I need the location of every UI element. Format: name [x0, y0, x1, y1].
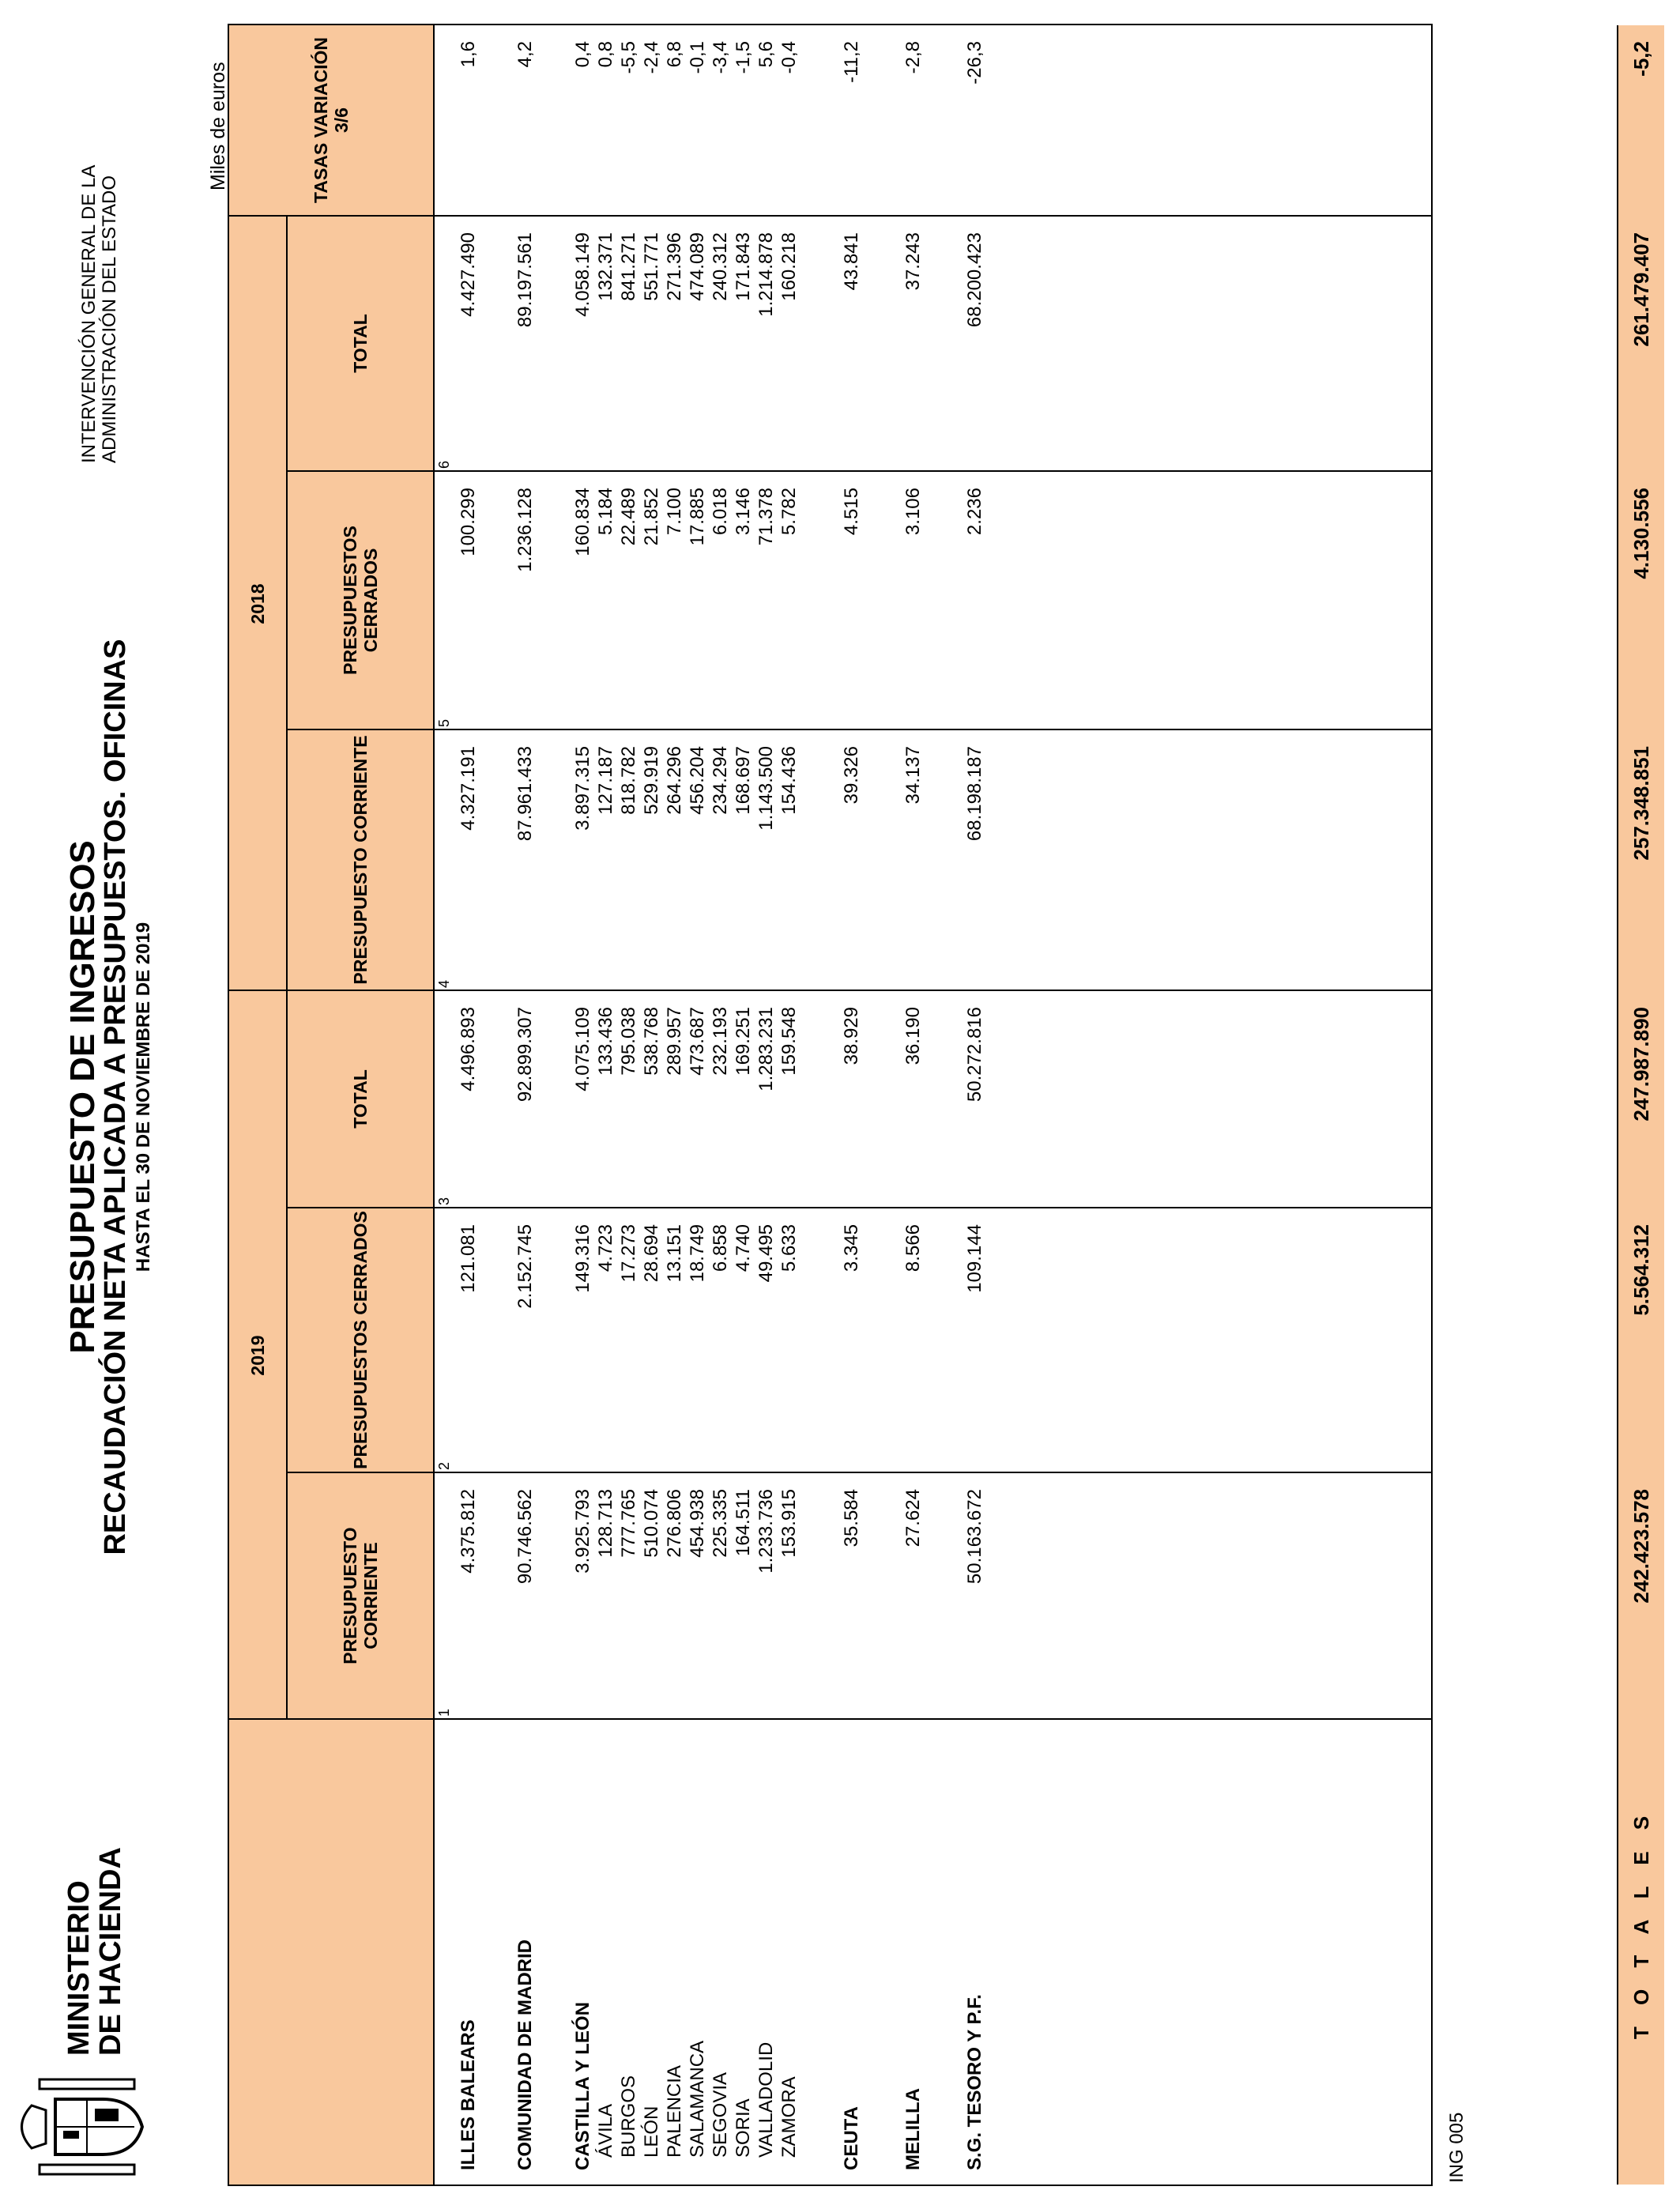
row-value: 2.236 — [964, 488, 985, 536]
total-value: 257.348.851 — [1629, 746, 1653, 861]
row-value: 795.038 — [618, 1007, 639, 1076]
row-value: 36.190 — [902, 1007, 924, 1065]
row-value: 128.713 — [595, 1489, 616, 1558]
row-label: COMUNIDAD DE MADRID — [514, 1940, 536, 2170]
row-value: 6.858 — [710, 1224, 731, 1272]
row-value: 39.326 — [841, 746, 862, 805]
row-value: 164.511 — [733, 1489, 754, 1556]
col-divider-4 — [286, 470, 1432, 472]
row-value: 49.495 — [755, 1224, 777, 1283]
row-value: 473.687 — [687, 1007, 708, 1076]
row-value: 28.694 — [641, 1224, 662, 1283]
row-value: -3,4 — [710, 41, 731, 74]
form-code: ING 005 — [1446, 2112, 1467, 2183]
row-value: 529.919 — [641, 746, 662, 815]
row-value: 1.233.736 — [755, 1489, 777, 1574]
row-value: -5,5 — [618, 41, 639, 74]
row-label: ZAMORA — [778, 2076, 800, 2158]
row-value: 27.624 — [902, 1489, 924, 1547]
row-value: 109.144 — [964, 1224, 985, 1293]
row-label: SALAMANCA — [687, 2040, 708, 2158]
header-year-2018: 2018 — [247, 583, 268, 624]
report-title: PRESUPUESTO DE INGRESOS — [63, 840, 102, 1354]
row-value: 89.197.561 — [514, 232, 536, 328]
report-subtitle: RECAUDACIÓN NETA APLICADA A PRESUPUESTOS. OFICINAS — [99, 639, 132, 1555]
row-value: -2,8 — [902, 41, 924, 74]
row-value: 34.137 — [902, 746, 924, 805]
row-value: 454.938 — [687, 1489, 708, 1558]
row-value: 3.897.315 — [572, 746, 593, 831]
row-value: 474.089 — [687, 232, 708, 301]
row-value: 4.723 — [595, 1224, 616, 1272]
row-value: 232.193 — [710, 1007, 731, 1076]
row-value: 6,8 — [664, 41, 685, 68]
row-value: -2,4 — [641, 41, 662, 74]
row-label: MELILLA — [902, 2088, 924, 2170]
totals-top-rule — [1617, 25, 1618, 2185]
organization-line-1: INTERVENCIÓN GENERAL DE LA — [78, 164, 100, 463]
row-value: 1.214.878 — [755, 232, 777, 317]
units-label: Miles de euros — [207, 62, 229, 190]
row-label: SEGOVIA — [710, 2071, 731, 2158]
organization-name — [79, 165, 120, 463]
row-value: 121.081 — [458, 1224, 479, 1293]
row-value: 149.316 — [572, 1224, 593, 1293]
row-value: 21.852 — [641, 488, 662, 546]
row-value: 71.378 — [755, 488, 777, 546]
row-value: 1.283.231 — [755, 1007, 777, 1091]
row-label: SORIA — [733, 2098, 754, 2158]
header-bottom-rule — [433, 25, 435, 2185]
row-value: 17.273 — [618, 1224, 639, 1283]
row-value: 5,6 — [755, 41, 777, 68]
row-value: 1.143.500 — [755, 746, 777, 831]
header-corriente-2019: PRESUPUESTO CORRIENTE — [340, 1527, 381, 1664]
ministry-line-1: MINISTERIO — [62, 1880, 96, 2056]
row-value: 35.584 — [841, 1489, 862, 1547]
row-value: 43.841 — [841, 232, 862, 291]
row-value: 271.396 — [664, 232, 685, 301]
row-value: 4.327.191 — [458, 746, 479, 831]
row-value: -1,5 — [733, 41, 754, 74]
row-value: 171.843 — [733, 232, 754, 301]
row-value: 538.768 — [641, 1007, 662, 1076]
row-value: 100.299 — [458, 488, 479, 556]
row-label: VALLADOLID — [755, 2041, 777, 2158]
row-value: 4.058.149 — [572, 232, 593, 317]
row-value: -0,4 — [778, 41, 800, 74]
row-label: ÁVILA — [595, 2103, 616, 2158]
col-divider-0 — [229, 1718, 1432, 1720]
row-value: 4.496.893 — [458, 1007, 479, 1091]
row-value: 90.746.562 — [514, 1489, 536, 1585]
row-value: 160.218 — [778, 232, 800, 301]
row-value: 225.335 — [710, 1489, 731, 1558]
row-value: 4,2 — [514, 41, 536, 68]
row-value: 4.515 — [841, 488, 862, 536]
row-value: 0,4 — [572, 41, 593, 68]
row-value: 68.198.187 — [964, 746, 985, 842]
totals-label: T O T A L E S — [1629, 1808, 1653, 2040]
row-value: 0,8 — [595, 41, 616, 68]
col-divider-1a — [286, 1472, 1432, 1473]
row-value: 159.548 — [778, 1007, 800, 1076]
row-value: 4.375.812 — [458, 1489, 479, 1574]
column-number-5: 5 — [436, 718, 452, 727]
row-value: 3.345 — [841, 1224, 862, 1272]
total-value: 4.130.556 — [1629, 488, 1653, 579]
total-value: 247.987.890 — [1629, 1007, 1653, 1122]
row-value: 4.075.109 — [572, 1007, 593, 1091]
row-value: 50.163.672 — [964, 1489, 985, 1585]
column-number-6: 6 — [436, 460, 452, 469]
row-value: 3.146 — [733, 488, 754, 536]
row-value: 154.436 — [778, 746, 800, 815]
row-value: 4.740 — [733, 1224, 754, 1272]
row-value: -0,1 — [687, 41, 708, 74]
row-value: 3.925.793 — [572, 1489, 593, 1574]
row-value: 160.834 — [572, 488, 593, 556]
row-value: 6.018 — [710, 488, 731, 536]
row-value: 1.236.128 — [514, 488, 536, 572]
row-value: 153.915 — [778, 1489, 800, 1558]
header-tasas: TASAS VARIACIÓN 3/6 — [311, 37, 352, 203]
row-value: 289.957 — [664, 1007, 685, 1076]
row-value: 2.152.745 — [514, 1224, 536, 1309]
row-value: 5.633 — [778, 1224, 800, 1272]
report-date: HASTA EL 30 DE NOVIEMBRE DE 2019 — [133, 922, 154, 1272]
row-value: 37.243 — [902, 232, 924, 291]
row-value: 4.427.490 — [458, 232, 479, 317]
row-label: BURGOS — [618, 2075, 639, 2158]
total-value: 242.423.578 — [1629, 1489, 1653, 1604]
column-number-2: 2 — [436, 1461, 452, 1470]
row-value: 8.566 — [902, 1224, 924, 1272]
row-value: 92.899.307 — [514, 1007, 536, 1103]
row-value: 5.184 — [595, 488, 616, 536]
row-value: 38.929 — [841, 1007, 862, 1065]
row-value: 132.371 — [595, 232, 616, 301]
row-value: 3.106 — [902, 488, 924, 536]
row-value: 50.272.816 — [964, 1007, 985, 1103]
col-divider-3 — [286, 729, 1432, 730]
row-label: CASTILLA Y LEÓN — [572, 2002, 593, 2170]
header-total-2019: TOTAL — [350, 1069, 371, 1129]
column-number-3: 3 — [436, 1197, 452, 1205]
row-value: 133.436 — [595, 1007, 616, 1076]
row-value: 456.204 — [687, 746, 708, 815]
header-total-2018: TOTAL — [350, 314, 371, 373]
header-year-2019: 2019 — [247, 1335, 268, 1376]
row-value: 1,6 — [458, 41, 479, 68]
row-label: CEUTA — [841, 2106, 862, 2170]
header-corriente-2018: PRESUPUESTO CORRIENTE — [350, 735, 371, 985]
row-label: PALENCIA — [664, 2065, 685, 2158]
total-value: 261.479.407 — [1629, 232, 1653, 347]
row-value: 5.782 — [778, 488, 800, 536]
row-value: 240.312 — [710, 232, 731, 301]
row-value: 13.151 — [664, 1224, 685, 1283]
row-value: 169.251 — [733, 1007, 754, 1076]
row-value: 17.885 — [687, 488, 708, 546]
row-value: 818.782 — [618, 746, 639, 815]
row-label: S.G. TESORO Y P.F. — [964, 1994, 985, 2170]
row-value: 777.765 — [618, 1489, 639, 1558]
row-value: -11,2 — [841, 41, 862, 83]
row-value: 234.294 — [710, 746, 731, 815]
row-value: -26,3 — [964, 41, 985, 85]
row-value: 127.187 — [595, 746, 616, 815]
row-value: 68.200.423 — [964, 232, 985, 328]
total-value: 5.564.312 — [1629, 1224, 1653, 1316]
row-value: 276.806 — [664, 1489, 685, 1558]
row-label: ILLES BALEARS — [458, 2019, 479, 2170]
column-number-1: 1 — [436, 1708, 452, 1717]
header-cerrados-2019: PRESUPUESTOS CERRADOS — [350, 1211, 371, 1469]
row-label: LEÓN — [641, 2105, 662, 2158]
total-value: -5,2 — [1629, 41, 1653, 77]
row-value: 551.771 — [641, 232, 662, 301]
row-value: 510.074 — [641, 1489, 662, 1558]
row-value: 7.100 — [664, 488, 685, 536]
header-cerrados-2018: PRESUPUESTOS CERRADOS — [340, 526, 381, 675]
ministry-line-2: DE HACIENDA — [94, 1847, 127, 2056]
column-number-4: 4 — [436, 979, 452, 988]
row-value: 841.271 — [618, 232, 639, 301]
row-value: 22.489 — [618, 488, 639, 546]
row-value: 18.749 — [687, 1224, 708, 1283]
organization-line-2: ADMINISTRACIÓN DEL ESTADO — [99, 175, 120, 463]
row-value: 168.697 — [733, 746, 754, 815]
row-value: 87.961.433 — [514, 746, 536, 842]
row-value: 264.296 — [664, 746, 685, 815]
